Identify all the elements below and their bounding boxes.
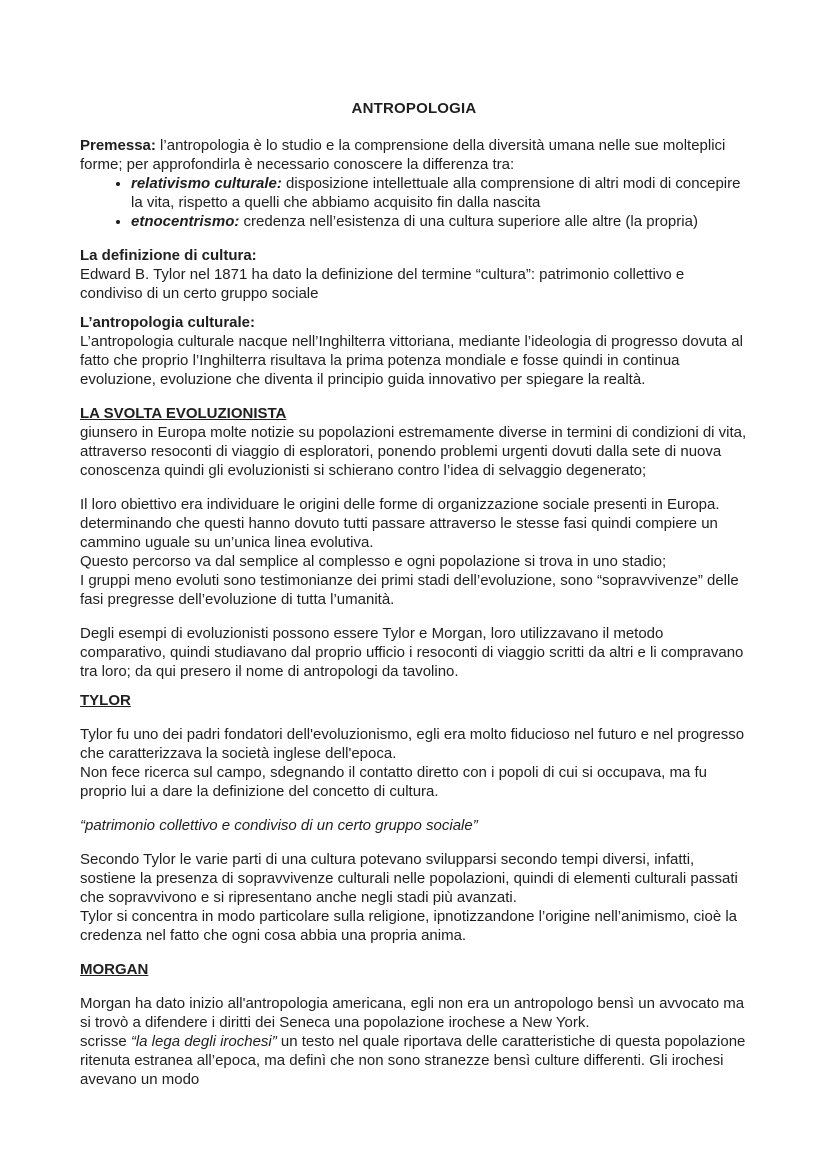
section-antropologia-culturale — [80, 313, 748, 389]
section-definizione-di-cultura — [80, 246, 748, 303]
list-item-relativismo-culturale — [131, 174, 748, 212]
morgan-paragraph-group-1 — [80, 994, 748, 1089]
svolta-paragraph-3: Questo percorso va dal semplice al complesso e ogni popolazione si trova in uno stadio; — [80, 553, 667, 570]
morgan-paragraph-2 — [80, 1032, 748, 1089]
tylor-paragraph-3: Secondo Tylor le varie parti di una cultura potevano svilupparsi secondo tempi diversi, infatti, sostiene la presenza di sopravvivenze culturali nelle popolazioni, quindi di elementi culturali passati che sopravvivono e si ripresentano anche negli stadi più avanzati. — [80, 851, 738, 906]
premessa-label: Premessa: — [80, 137, 156, 154]
morgan-p2-lead: scrisse — [80, 1033, 131, 1050]
svolta-paragraph-group-2 — [80, 495, 748, 609]
premessa-text: l’antropologia è lo studio e la comprensione della diversità umana nelle sue molteplici forme; per approfondirla è necessario conoscere la differenza tra: — [80, 137, 726, 173]
antropologia-culturale-heading: L’antropologia culturale: — [80, 314, 256, 331]
tylor-paragraph-1: Tylor fu uno dei padri fondatori dell'evoluzionismo, egli era molto fiducioso nel futuro e nel progresso che caratterizzava la società inglese dell'epoca. — [80, 726, 745, 762]
morgan-p2-rest: un testo nel quale riportava delle caratteristiche di questa popolazione ritenuta estranea all’epoca, ma definì che non sono stranezze bensì culture differenti. Gli irochesi avevano un modo — [80, 1033, 746, 1088]
antropologia-culturale-body: L’antropologia culturale nacque nell’Inghilterra vittoriana, mediante l’ideologia di progresso dovuta al fatto che proprio l’Inghilterra risultava la prima potenza mondiale e fosse quindi in continua evoluzione, evoluzione che diventa il principio guida innovativo per spiegare la realtà. — [80, 333, 743, 388]
tylor-paragraph-group-2 — [80, 850, 748, 945]
tylor-heading: TYLOR — [80, 692, 131, 709]
relativismo-term: relativismo culturale: — [131, 175, 282, 192]
morgan-heading: MORGAN — [80, 961, 149, 978]
section-morgan — [80, 960, 748, 979]
definizione-heading: La definizione di cultura: — [80, 247, 257, 264]
svolta-paragraph-2: Il loro obiettivo era individuare le origini delle forme di organizzazione sociale presenti in Europa. determinando che questi hanno dovuto tutti passare attraverso le stesse fasi quindi compiere un cammino uguale su un’unica linea evolutiva. — [80, 496, 720, 551]
svolta-heading: LA SVOLTA EVOLUZIONISTA — [80, 405, 287, 422]
section-svolta-evoluzionista — [80, 404, 748, 480]
tylor-paragraph-group-1 — [80, 725, 748, 801]
tylor-paragraph-4: Tylor si concentra in modo particolare sulla religione, ipnotizzandone l’origine nell’animismo, cioè la credenza nel fatto che ogni cosa abbia una propria anima. — [80, 908, 738, 944]
premessa-paragraph — [80, 136, 748, 174]
tylor-quote-block — [80, 816, 748, 835]
etnocentrismo-term: etnocentrismo: — [131, 213, 240, 230]
concepts-bullet-list — [80, 174, 748, 231]
morgan-paragraph-1: Morgan ha dato inizio all'antropologia americana, egli non era un antropologo bensì un avvocato ma si trovò a difendere i diritti dei Seneca una popolazione irochese a New York. — [80, 995, 745, 1031]
page-title: ANTROPOLOGIA — [351, 100, 477, 117]
relativismo-definition: disposizione intellettuale alla comprensione di altri modi di concepire la vita, rispetto a quelli che abbiamo acquisito fin dalla nascita — [131, 175, 741, 211]
tylor-paragraph-2: Non fece ricerca sul campo, sdegnando il contatto diretto con i popoli di cui si occupava, ma fu proprio lui a dare la definizione del concetto di cultura. — [80, 764, 708, 800]
svolta-paragraph-1: giunsero in Europa molte notizie su popolazioni estremamente diverse in termini di condizioni di vita, attraverso resoconti di viaggio di esploratori, ponendo problemi urgenti dovuti dalla sete di nuova conoscenza quindi gli evoluzionisti si schierano contro l’idea di selvaggio degenerato; — [80, 424, 747, 479]
svolta-paragraph-group-3 — [80, 624, 748, 681]
list-item-etnocentrismo — [131, 212, 748, 231]
morgan-book-title: “la lega degli irochesi” — [130, 1033, 277, 1050]
svolta-paragraph-4: I gruppi meno evoluti sono testimonianze dei primi stadi dell’evoluzione, sono “sopravvivenze” delle fasi pregresse dell’evoluzione di tutta l’umanità. — [80, 572, 739, 608]
svolta-paragraph-5: Degli esempi di evoluzionisti possono essere Tylor e Morgan, loro utilizzavano il metodo comparativo, quindi studiavano dal proprio ufficio i resoconti di viaggio scritti da altri e li compravano tra loro; da qui presero il nome di antropologi da tavolino. — [80, 625, 744, 680]
etnocentrismo-definition: credenza nell’esistenza di una cultura superiore alle altre (la propria) — [239, 213, 698, 230]
definizione-body: Edward B. Tylor nel 1871 ha dato la definizione del termine “cultura”: patrimonio collettivo e condiviso di un certo gruppo sociale — [80, 266, 685, 302]
section-tylor — [80, 691, 748, 710]
culture-definition-quote: “patrimonio collettivo e condiviso di un certo gruppo sociale” — [80, 817, 478, 834]
